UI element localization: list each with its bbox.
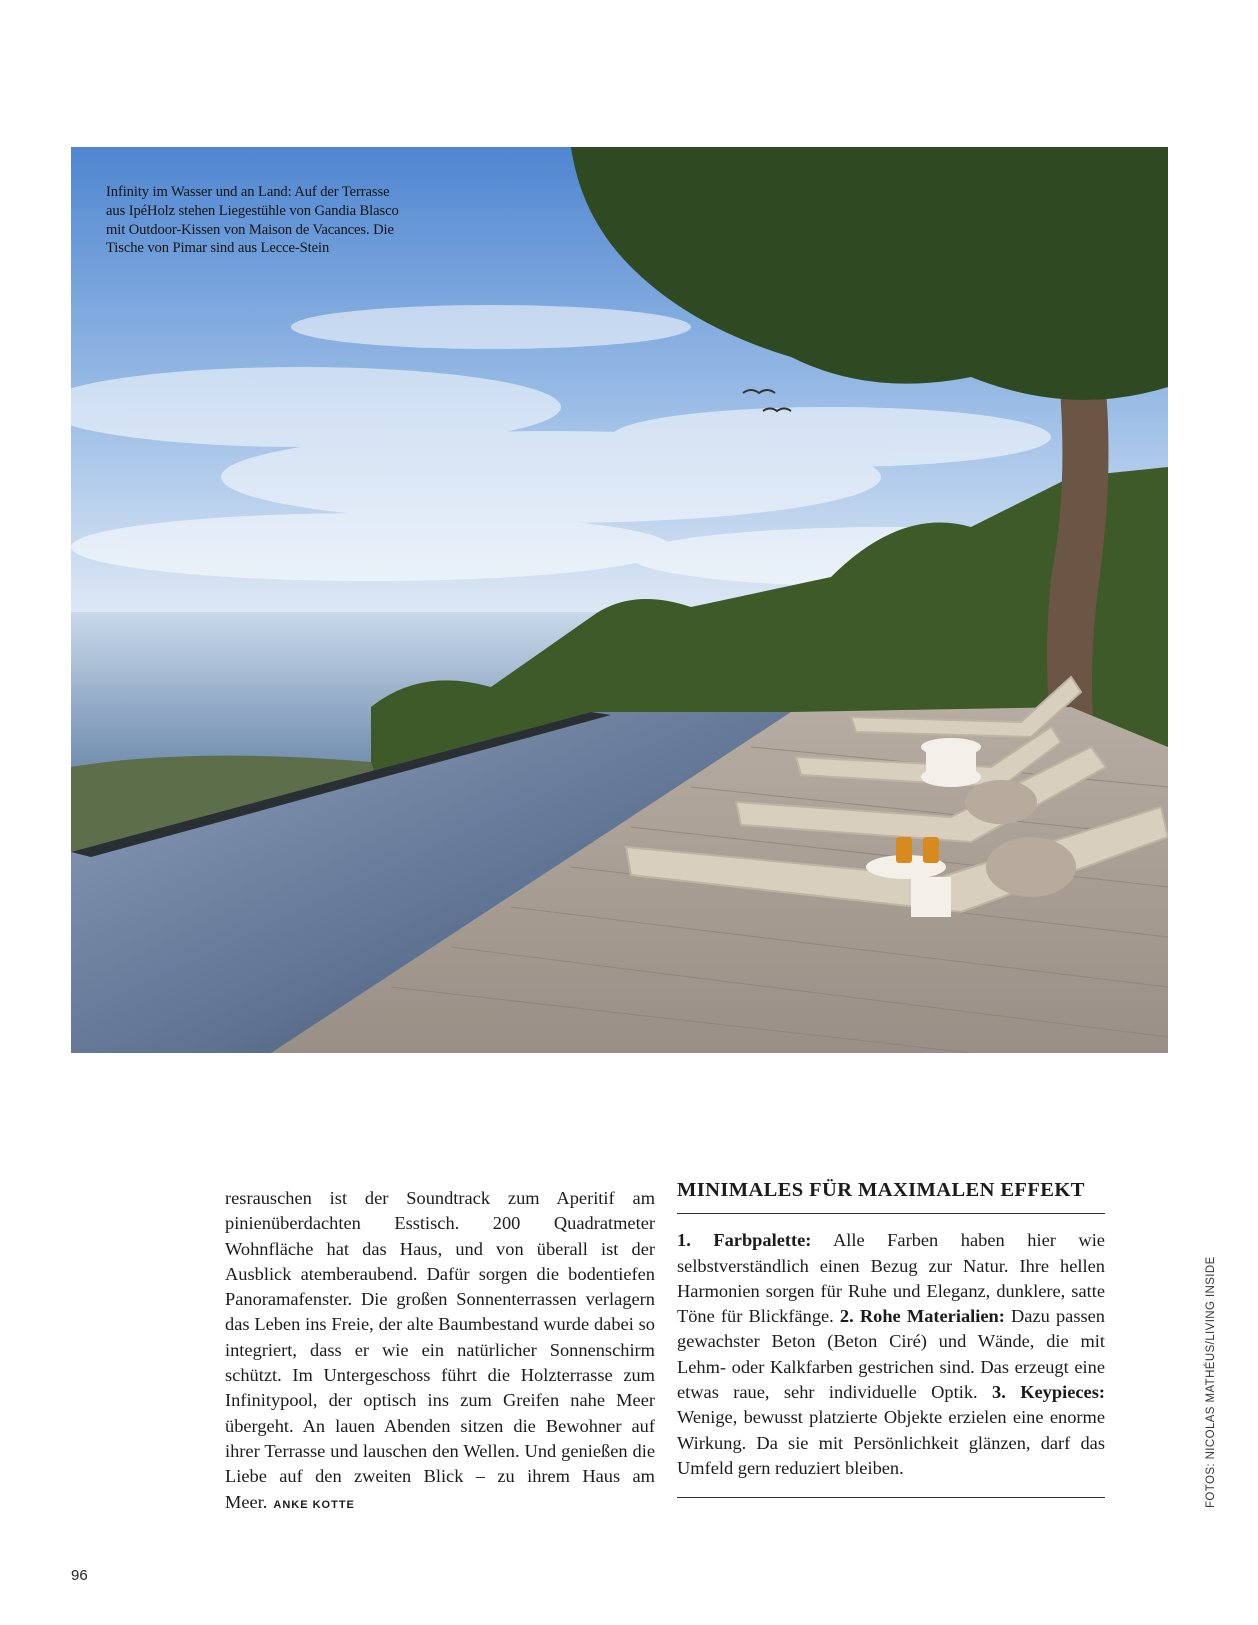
- tip-box-heading: MINIMALES FÜR MAXIMALEN EFFEKT: [677, 1178, 1105, 1214]
- tip-label-1: 1. Farbpalette:: [677, 1230, 812, 1251]
- author-credit: ANKE KOTTE: [273, 1498, 355, 1511]
- tip-text-3: Wenige, bewusst platzierte Objekte erzielen eine enorme Wirkung. Da sie mit Persönlichkeit glänzen, darf das Umfeld gern reduziert bleiben.: [677, 1407, 1105, 1478]
- photo-credit: FOTOS: NICOLAS MATHÉUS/LIVING INSIDE: [1205, 1256, 1217, 1508]
- pool-terrace-illustration: [71, 147, 1168, 1053]
- tip-label-2: 2. Rohe Materialien:: [839, 1306, 1005, 1327]
- page-number: 96: [71, 1567, 88, 1584]
- tip-label-3: 3. Keypieces:: [992, 1382, 1105, 1403]
- photo-caption: Infinity im Wasser und an Land: Auf der Terrasse aus IpéHolz stehen Liegestühle von Gandia Blasco mit Outdoor-Kissen von Maison de Vacances. Die Tische von Pimar sind aus Lecce-Stein: [106, 184, 399, 257]
- tip-text-2: Dazu passen gewachster Beton (Beton Ciré) und Wände, die mit Lehm- oder Kalkfarben gestrichen sind. Das erzeugt eine etwas raue, sehr individuelle Optik.: [677, 1306, 1105, 1403]
- tip-text-1: Alle Farben haben hier wie selbstverständlich einen Bezug zur Natur. Ihre hellen Harmonien sorgen für Ruhe und Eleganz, dunklere, satte Töne für Blickfänge.: [677, 1230, 1105, 1327]
- article-body: [225, 1186, 655, 1518]
- article-text: resrauschen ist der Soundtrack zum Aperitif am pinienüberdachten Esstisch. 200 Quadratmeter Wohnfläche hat das Haus, und von überall ist der Ausblick atemberaubend. Dafür sorgen die bodentiefen Panoramafenster. Die großen Sonnenterrassen verlagern das Leben ins Freie, der alte Baumbestand wurde dabei so integriert, dass er wie ein natürlicher Sonnenschirm schützt. Im Untergeschoss führt die Holzterrasse zum Infinitypool, der optisch ins zum Greifen nahe Meer übergeht. An lauen Abenden sitzen die Bewohner auf ihrer Terrasse und lauschen den Wellen. Und genießen die Liebe auf den zweiten Blick – zu ihrem Haus am Meer.: [225, 1188, 655, 1512]
- tip-box-text: [677, 1228, 1105, 1498]
- tip-box: [677, 1178, 1105, 1498]
- hero-photo: [71, 147, 1168, 1053]
